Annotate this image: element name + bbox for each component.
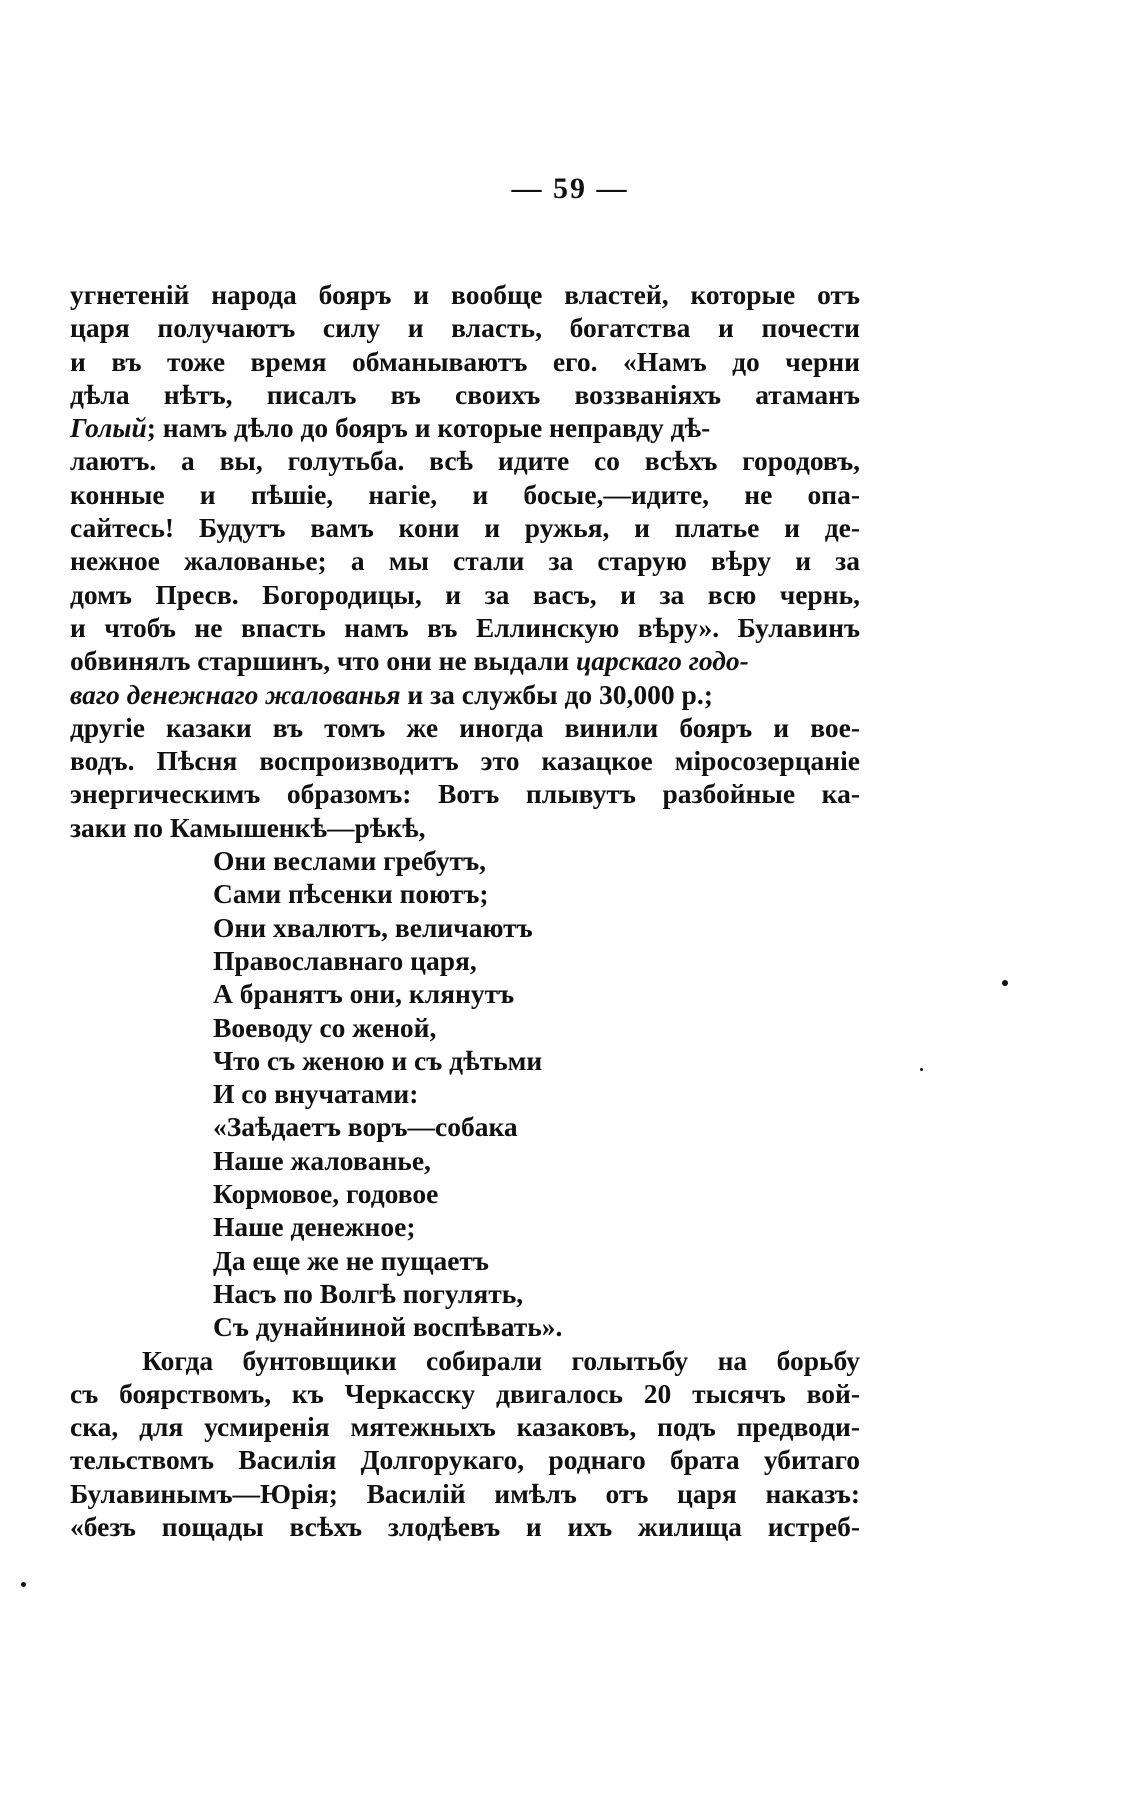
text-line: домъ Пресв. Богородицы, и за васъ, и за всю чернь,: [70, 578, 860, 610]
verse-line: Наше денежное;: [213, 1211, 416, 1243]
verse-line: Воеводу со женой,: [213, 1011, 437, 1043]
verse-line: Сами пѣсенки поютъ;: [213, 878, 489, 910]
page-number: — 59 —: [511, 172, 629, 205]
text-span: ; намъ дѣло до бояръ и которые неправду дѣ-: [146, 412, 711, 444]
ink-speck: [1002, 980, 1008, 986]
verse-line: «Заѣдаетъ воръ—собака: [213, 1111, 518, 1143]
text-line: [70, 411, 860, 444]
verse-line: Кормовое, годовое: [213, 1178, 439, 1210]
text-line: и чтобъ не впасть намъ въ Еллинскую вѣру». Булавинъ: [70, 611, 860, 643]
text-line: дѣла нѣтъ, писалъ въ своихъ воззваніяхъ атаманъ: [70, 378, 860, 410]
verse-line: А бранятъ они, клянутъ: [213, 978, 515, 1010]
verse-line: Они хвалютъ, величаютъ: [213, 911, 533, 943]
verse-line: Съ дунайниной воспѣвать».: [213, 1311, 563, 1343]
page-body: [70, 278, 860, 1543]
text-line: царя получаютъ силу и власть, богатства и почести: [70, 312, 860, 344]
verse-line: Наше жалованье,: [213, 1144, 431, 1176]
text-line: нежное жалованье; а мы стали за старую вѣру и за: [70, 545, 860, 577]
verse-line: Что съ женою и съ дѣтьми: [213, 1044, 543, 1076]
italic-phrase: царскаго годо-: [575, 645, 749, 677]
text-line: съ боярствомъ, къ Черкасску двигалось 20 тысячъ вой-: [70, 1377, 860, 1409]
text-line: заки по Камышенкѣ—рѣкѣ,: [70, 811, 426, 843]
verse-line: Они веслами гребутъ,: [213, 845, 487, 877]
text-line: конные и пѣшіе, нагіе, и босые,—идите, не опа-: [70, 478, 860, 510]
text-line: ска, для усмиренія мятежныхъ казаковъ, подъ предводи-: [70, 1411, 860, 1443]
text-line: водъ. Пѣсня воспроизводитъ это казацкое міросозерцаніе: [70, 745, 860, 777]
text-line: Булавинымъ—Юрія; Василій имѣлъ отъ царя наказъ:: [70, 1477, 860, 1509]
verse-line: Насъ по Волгѣ погулять,: [213, 1277, 524, 1309]
ink-speck: [21, 1582, 26, 1587]
italic-name: Голый: [70, 412, 147, 444]
text-line: [70, 644, 860, 677]
verse-line: И со внучатами:: [213, 1078, 419, 1110]
text-line: тельствомъ Василія Долгорукаго, роднаго брата убитаго: [70, 1444, 860, 1476]
text-span: и за службы до 30,000 р.;: [400, 678, 713, 710]
text-line: сайтесь! Будутъ вамъ кони и ружья, и платье и де-: [70, 512, 860, 544]
text-line: [70, 678, 860, 711]
text-line: угнетеній народа бояръ и вообще властей, которые отъ: [70, 279, 860, 310]
paragraph-first-line: Когда бунтовщики собирали голытьбу на борьбу: [142, 1344, 860, 1376]
verse-line: Православнаго царя,: [213, 944, 477, 976]
text-span: обвинялъ старшинъ, что они не выдали: [70, 645, 576, 677]
text-line: и въ тоже время обманываютъ его. «Намъ до черни: [70, 345, 860, 377]
italic-phrase: ваго денежнаго жалованья: [70, 678, 401, 710]
verse-line: Да еще же не пущаетъ: [213, 1244, 489, 1276]
text-line: «безъ пощады всѣхъ злодѣевъ и ихъ жилища истреб-: [70, 1510, 860, 1542]
text-line: другіе казаки въ томъ же иногда винили бояръ и вое-: [70, 711, 860, 743]
ink-speck: [920, 1068, 923, 1071]
text-line: энергическимъ образомъ: Вотъ плывутъ разбойные ка-: [70, 778, 860, 810]
text-line: лаютъ. а вы, голутьба. всѣ идите со всѣхъ городовъ,: [70, 445, 860, 477]
